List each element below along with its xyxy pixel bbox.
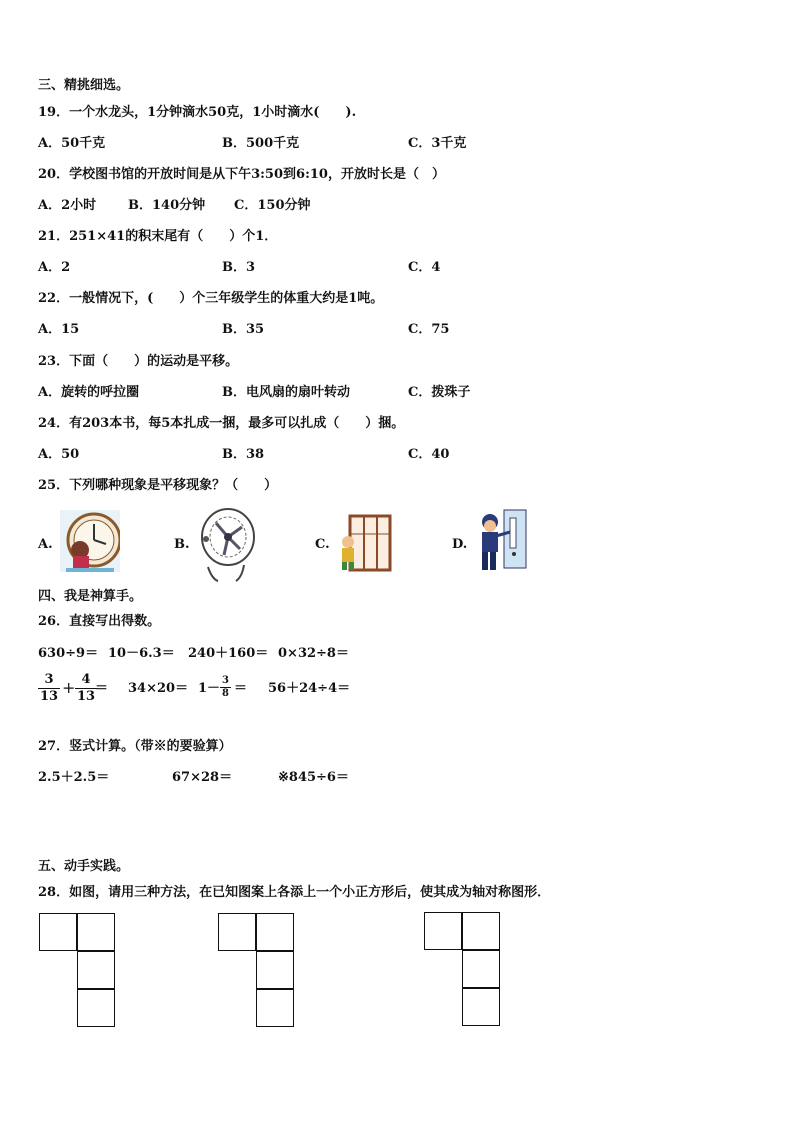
square-cell — [256, 951, 294, 989]
square-cell — [256, 989, 294, 1027]
door-handle-picture — [474, 508, 532, 574]
fraction-denominator: 13 — [77, 689, 96, 704]
q22-option-b: B．35 — [222, 322, 265, 337]
electric-fan-picture — [198, 505, 256, 583]
question-19: 19．一个水龙头，1分钟滴水50克，1小时滴水( ). — [38, 105, 357, 120]
q25-option-d: D. — [452, 537, 468, 552]
question-20: 20．学校图书馆的开放时间是从下午3:50到6:10，开放时长是（ ） — [38, 167, 445, 182]
q19-option-a: A．50千克 — [38, 136, 106, 151]
mental-calc-7-prefix: 1－ — [198, 681, 221, 696]
clock-hands-picture — [60, 510, 120, 572]
question-28: 28．如图，请用三种方法，在已知图案上各添上一个小正方形后，使其成为轴对称图形． — [38, 885, 551, 900]
q25-option-c: C. — [315, 537, 330, 552]
q21-option-a: A．2 — [38, 260, 71, 275]
q19-option-c: C．3千克 — [408, 136, 467, 151]
square-cell — [39, 913, 77, 951]
q25-option-a: A. — [38, 537, 53, 552]
question-21: 21．251×41的积末尾有（ ）个1． — [38, 229, 278, 244]
q25-option-b: B. — [174, 537, 190, 552]
mental-calc-4: 0×32÷8＝ — [278, 646, 349, 661]
q22-option-a: A．15 — [38, 322, 80, 337]
fraction-denominator: 13 — [40, 689, 59, 704]
mental-calc-6: 34×20＝ — [128, 681, 189, 696]
fraction-3-8 — [220, 675, 231, 700]
square-cell — [77, 913, 115, 951]
q22-option-c: C．75 — [408, 322, 450, 337]
fraction-numerator: 4 — [75, 672, 97, 689]
q23-option-b: B．电风扇的扇叶转动 — [222, 385, 350, 400]
mental-calc-1: 630÷9＝ — [38, 646, 99, 661]
q23-option-a: A．旋转的呼拉圈 — [38, 385, 140, 400]
q20-option-b: B．140分钟 — [128, 198, 206, 213]
square-cell — [424, 912, 462, 950]
vertical-calc-1: 2.5＋2.5＝ — [38, 770, 110, 785]
question-23: 23．下面（ ）的运动是平移。 — [38, 354, 239, 369]
square-cell — [462, 912, 500, 950]
vertical-calc-2: 67×28＝ — [172, 770, 233, 785]
equals-sign: ＝ — [234, 681, 248, 696]
question-27: 27．竖式计算。（带※的要验算） — [38, 739, 232, 754]
q19-option-b: B．500千克 — [222, 136, 300, 151]
q20-option-a: A．2小时 — [38, 198, 97, 213]
square-cell — [77, 951, 115, 989]
fraction-denominator: 8 — [222, 688, 229, 699]
q21-option-c: C．4 — [408, 260, 441, 275]
section-3-title: 三、精挑细选。 — [38, 78, 130, 93]
question-26: 26．直接写出得数。 — [38, 614, 161, 629]
q24-option-b: B．38 — [222, 447, 265, 462]
question-24: 24．有203本书，每5本扎成一捆，最多可以扎成（ ）捆。 — [38, 416, 405, 431]
q23-option-c: C．拨珠子 — [408, 385, 471, 400]
mental-calc-3: 240＋160＝ — [188, 646, 269, 661]
mental-calc-2: 10－6.3＝ — [108, 646, 175, 661]
question-25: 25．下列哪种现象是平移现象？（ ） — [38, 478, 278, 493]
square-cell — [462, 950, 500, 988]
square-cell — [462, 988, 500, 1026]
q24-option-c: C．40 — [408, 447, 450, 462]
fraction-numerator: 3 — [222, 675, 229, 686]
q20-option-c: C．150分钟 — [234, 198, 311, 213]
q24-option-a: A．50 — [38, 447, 80, 462]
sliding-window-picture — [336, 512, 394, 572]
q21-option-b: B．3 — [222, 260, 256, 275]
fraction-numerator: 3 — [38, 672, 60, 689]
square-cell — [256, 913, 294, 951]
equals-sign: ＝ — [95, 681, 109, 696]
square-cell — [218, 913, 256, 951]
mental-calc-8: 56＋24÷4＝ — [268, 681, 351, 696]
plus-sign: + — [62, 678, 76, 697]
fraction-3-13 — [38, 672, 60, 705]
question-22: 22．一般情况下，( ）个三年级学生的体重大约是1吨。 — [38, 291, 384, 306]
square-cell — [77, 989, 115, 1027]
section-4-title: 四、我是神算手。 — [38, 589, 143, 604]
section-5-title: 五、动手实践。 — [38, 859, 130, 874]
fraction-4-13 — [75, 672, 97, 705]
vertical-calc-3: ※845÷6＝ — [278, 770, 349, 785]
